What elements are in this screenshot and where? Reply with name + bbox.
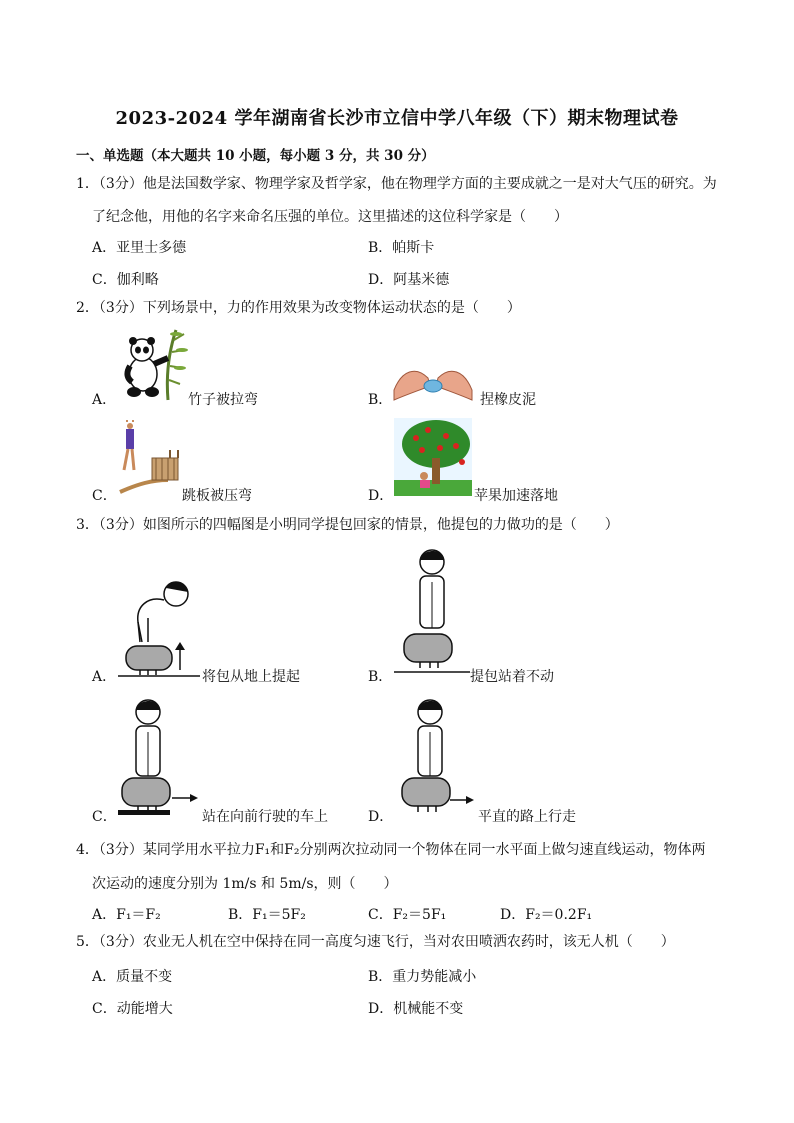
hands-clay-image (392, 360, 474, 404)
q3-option-a-letter: A． (92, 669, 117, 685)
q5-option-b: B．重力势能减小 (368, 969, 477, 985)
q2-option-b-letter: B． (368, 392, 393, 408)
question-3-stem: 3．（3分）如图所示的四幅图是小明同学提包回家的情景，他提包的力做功的是（ ） (76, 517, 619, 533)
q1-option-a: A．亚里士多德 (92, 240, 187, 256)
question-4-line-2: 次运动的速度分别为 1m/s 和 5m/s，则（ ） (92, 876, 398, 892)
lifting-bag-image (118, 578, 200, 678)
page-title: 2023-2024 学年湖南省长沙市立信中学八年级（下）期末物理试卷 (115, 108, 679, 129)
question-4-line-1: 4．（3分）某同学用水平拉力F₁和F₂分别两次拉动同一个物体在同一水平面上做匀速直线运动，物体两 (76, 842, 706, 858)
q4-option-a: A．F₁＝F₂ (92, 907, 161, 923)
q1-option-c: C．伽利略 (92, 272, 159, 288)
q2-option-c-caption: 跳板被压弯 (182, 488, 252, 504)
q5-option-d: D．机械能不变 (368, 1001, 464, 1017)
q5-option-a: A．质量不变 (92, 969, 173, 985)
q2-option-d-letter: D． (368, 488, 394, 504)
q1-option-d: D．阿基米德 (368, 272, 450, 288)
q2-option-a-letter: A． (92, 392, 117, 408)
q5-option-c: C．动能增大 (92, 1001, 173, 1017)
q2-option-a-caption: 竹子被拉弯 (188, 392, 258, 408)
q3-option-c-letter: C． (92, 809, 117, 825)
on-moving-vehicle-image (118, 698, 200, 820)
diving-board-image (118, 420, 182, 496)
q4-option-d: D．F₂＝0.2F₁ (500, 907, 593, 923)
section-heading: 一、单选题（本大题共 10 小题，每小题 3 分，共 30 分） (76, 148, 435, 164)
question-1-line-2: 了纪念他，用他的名字来命名压强的单位。这里描述的这位科学家是（ ） (92, 209, 568, 225)
q2-option-c-letter: C． (92, 488, 117, 504)
q3-option-a-caption: 将包从地上提起 (202, 669, 300, 685)
q3-option-c-caption: 站在向前行驶的车上 (202, 809, 328, 825)
q4-option-c: C．F₂＝5F₁ (368, 907, 447, 923)
walking-on-road-image (394, 698, 476, 820)
q3-option-d-letter: D． (368, 809, 394, 825)
question-5-stem: 5．（3分）农业无人机在空中保持在同一高度匀速飞行，当对农田喷洒农药时，该无人机（ ） (76, 934, 675, 950)
q3-option-b-letter: B． (368, 669, 393, 685)
panda-bamboo-image (118, 326, 188, 402)
standing-with-bag-image (394, 548, 470, 680)
apple-tree-image (394, 418, 472, 496)
question-1-line-1: 1．（3分）他是法国数学家、物理学家及哲学家，他在物理学方面的主要成就之一是对大气压的研究。为 (76, 176, 717, 192)
q2-option-d-caption: 苹果加速落地 (474, 488, 558, 504)
q4-option-b: B．F₁＝5F₂ (228, 907, 306, 923)
q1-option-b: B．帕斯卡 (368, 240, 435, 256)
q3-option-d-caption: 平直的路上行走 (478, 809, 576, 825)
q3-option-b-caption: 提包站着不动 (470, 669, 554, 685)
question-2-stem: 2．（3分）下列场景中，力的作用效果为改变物体运动状态的是（ ） (76, 300, 521, 316)
q2-option-b-caption: 捏橡皮泥 (480, 392, 536, 408)
